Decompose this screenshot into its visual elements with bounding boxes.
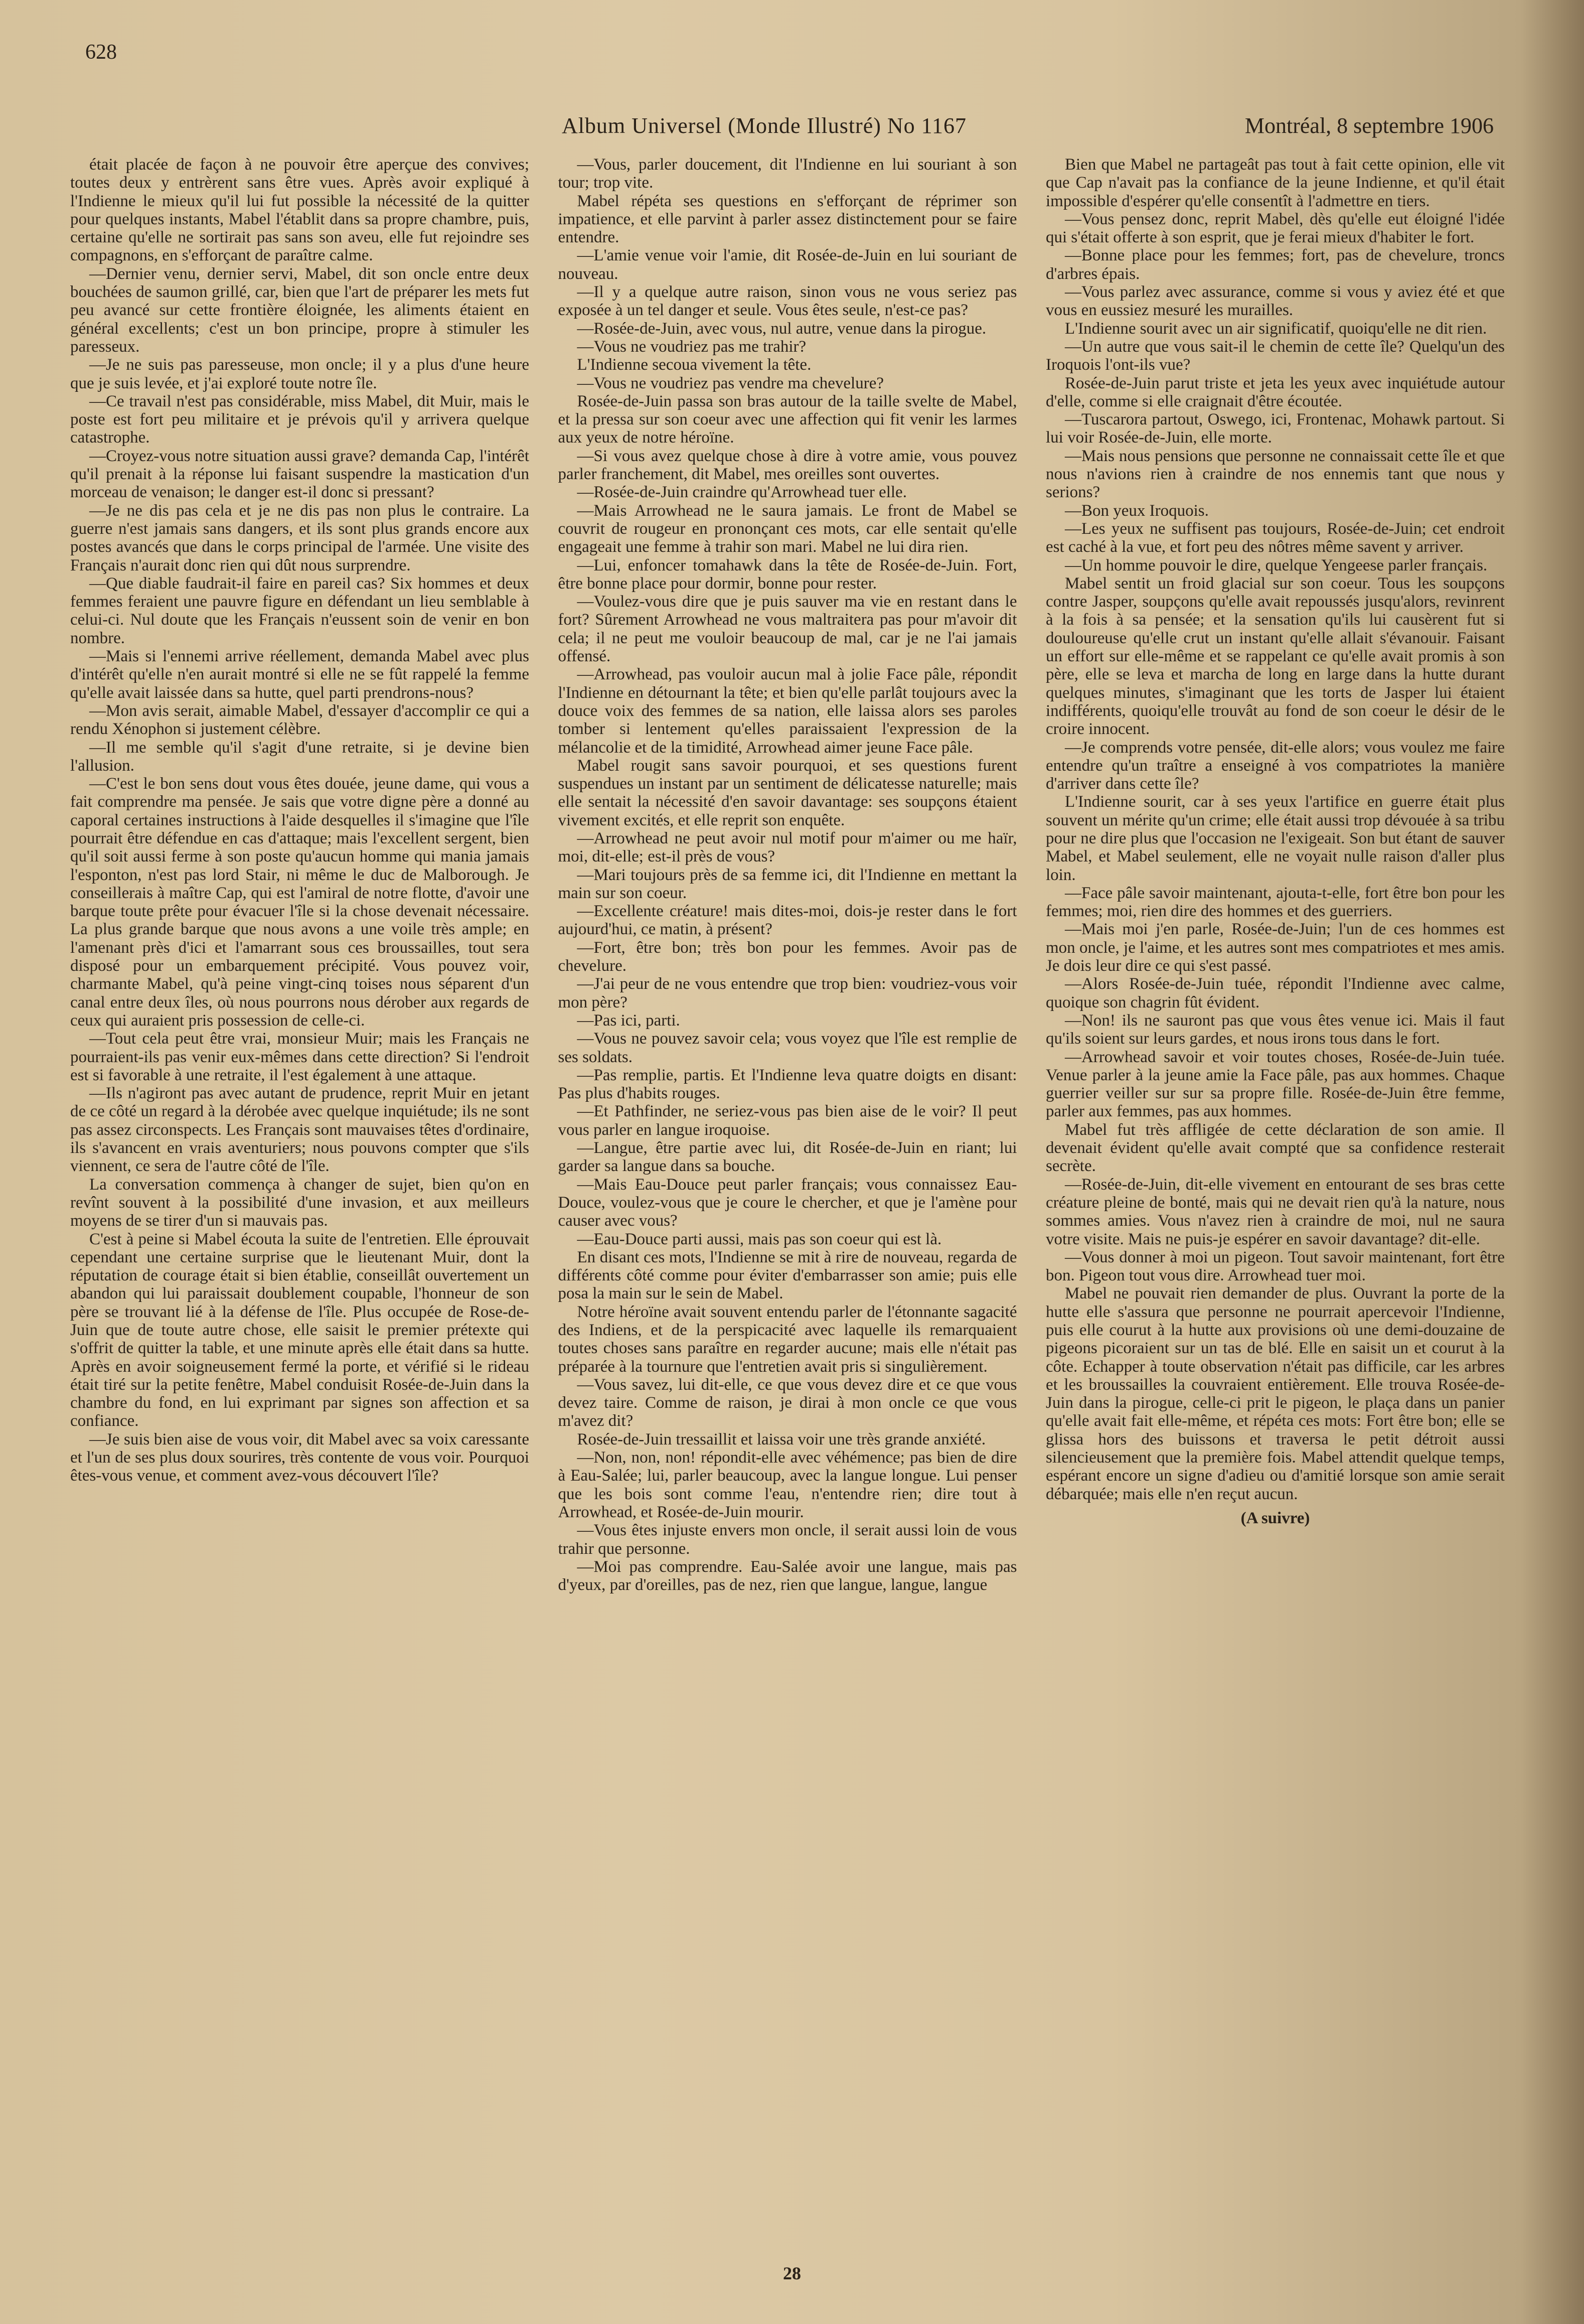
- paragraph: Rosée-de-Juin parut triste et jeta les yeux avec inquiétude autour d'elle, comme si elle craignait d'être écoutée.: [1046, 374, 1505, 410]
- paragraph: Rosée-de-Juin passa son bras autour de la taille svelte de Mabel, et la pressa sur son coeur avec une affection qui fit venir les larmes aux yeux de notre héroïne.: [558, 392, 1017, 447]
- paragraph: était placée de façon à ne pouvoir être aperçue des convives; toutes deux y entrèrent sans être vues. Après avoir expliqué à l'Indienne le mieux qu'il lui fut possible la nécessité de la quitter pour quelques instants, Mabel l'établit dans sa propre chambre, puis, certaine qu'elle ne sortirait pas sans son aveu, elle fut rejoindre ses compagnons, en s'efforçant de paraître calme.: [70, 156, 529, 265]
- paragraph: —Alors Rosée-de-Juin tuée, répondit l'Indienne avec calme, quoique son chagrin fût évident.: [1046, 975, 1505, 1011]
- issue-date: Montréal, 8 septembre 1906: [1244, 113, 1494, 138]
- paragraph: —Et Pathfinder, ne seriez-vous pas bien aise de le voir? Il peut vous parler en langue iroquoise.: [558, 1102, 1017, 1139]
- paragraph: —C'est le bon sens dout vous êtes douée, jeune dame, qui vous a fait comprendre ma pensée. Je sais que votre digne père a donné au caporal certaines instructions à l'aide desquelles il s'imagine que l'île pourrait être défendue en cas d'attaque; mais l'excellent sergent, bien qu'il soit aussi ferme à son poste qu'aucun homme qui mania jamais l'esponton, n'est pas lord Stair, ni même le duc de Malborough. Je conseillerais à maître Cap, qui est l'amiral de notre flotte, d'avoir une barque toute prête pour évacuer l'île si la chose devenait nécessaire. La plus grande barque que nous avons a une voile très ample; en l'amenant près d'ici et l'amarrant sous ces broussailles, tout sera disposé pour un embarquement précipité. Vous pouvez voir, charmante Mabel, qu'à peine vingt-cinq toises nous séparent d'un canal entre deux îles, où nous pourrons nous dérober aux regards de ceux qui auraient pris possession de celle-ci.: [70, 775, 529, 1030]
- paragraph: —Je ne suis pas paresseuse, mon oncle; il y a plus d'une heure que je suis levée, et j'ai exploré toute notre île.: [70, 356, 529, 392]
- paragraph: —Ils n'agiront pas avec autant de prudence, reprit Muir en jetant de ce côté un regard à la dérobée avec quelque inquiétude; ils ne sont pas assez circonspects. Les Français sont mauvaises têtes d'ordinaire, ils s'avancent en vrais aventuriers; nous pouvons compter que s'ils viennent, ce sera de l'autre côté de l'île.: [70, 1084, 529, 1176]
- paragraph: —Langue, être partie avec lui, dit Rosée-de-Juin en riant; lui garder sa langue dans sa bouche.: [558, 1139, 1017, 1176]
- to-be-continued: (A suivre): [1240, 1509, 1310, 1527]
- paragraph: —Croyez-vous notre situation aussi grave? demanda Cap, l'intérêt qu'il prenait à la réponse lui faisant suspendre la mastication d'un morceau de venaison; le danger est-il donc si pressant?: [70, 447, 529, 502]
- paragraph: Bien que Mabel ne partageât pas tout à fait cette opinion, elle vit que Cap n'avait pas la confiance de la jeune Indienne, et qu'il était impossible d'espérer qu'elle consentît à l'admettre en tiers.: [1046, 156, 1505, 210]
- paragraph: —Lui, enfoncer tomahawk dans la tête de Rosée-de-Juin. Fort, être bonne place pour dormir, bonne pour rester.: [558, 556, 1017, 593]
- text-column-2: [558, 156, 1017, 2243]
- paragraph: —Non, non, non! répondit-elle avec véhémence; pas bien de dire à Eau-Salée; lui, parler beaucoup, avec la langue longue. Lui penser que les bois sont comme l'eau, n'entendre rien; dire tout à Arrowhead, et Rosée-de-Juin mourir.: [558, 1448, 1017, 1521]
- paragraph: —Mais moi j'en parle, Rosée-de-Juin; l'un de ces hommes est mon oncle, je l'aime, et les autres sont mes compatriotes et mes amis. Je dois leur dire ce qui s'est passé.: [1046, 920, 1505, 975]
- paragraph: —Pas remplie, partis. Et l'Indienne leva quatre doigts en disant: Pas plus d'habits rouges.: [558, 1066, 1017, 1103]
- paragraph: —Tout cela peut être vrai, monsieur Muir; mais les Français ne pourraient-ils pas venir eux-mêmes dans cette direction? Si l'endroit est si favorable à une retraite, il l'est également à une attaque.: [70, 1030, 529, 1084]
- paragraph: C'est à peine si Mabel écouta la suite de l'entretien. Elle éprouvait cependant une certaine surprise que le lieutenant Muir, dont la réputation de courage était si bien établie, conseillât ouvertement un abandon qui lui paraissait doublement coupable, l'honneur de son père se trouvant lié à la défense de l'île. Plus occupée de Rose-de-Juin que de toute autre chose, elle saisit le premier prétexte qui s'offrit de quitter la table, et une minute après elle était dans sa hutte. Après en avoir soigneusement fermé la porte, et vérifié si le rideau était tiré sur la petite fenêtre, Mabel conduisit Rosée-de-Juin dans la chambre du fond, en lui exprimant par signes son affection et sa confiance.: [70, 1230, 529, 1430]
- paragraph: —Mais Arrowhead ne le saura jamais. Le front de Mabel se couvrit de rougeur en prononçant ces mots, car elle sentait qu'elle engageait une femme à trahir son mari. Mabel ne lui dira rien.: [558, 501, 1017, 556]
- paragraph: —Fort, être bon; très bon pour les femmes. Avoir pas de chevelure.: [558, 938, 1017, 975]
- paragraph: —Excellente créature! mais dites-moi, dois-je rester dans le fort aujourd'hui, ce matin, à présent?: [558, 902, 1017, 939]
- paragraph: —Face pâle savoir maintenant, ajouta-t-elle, fort être bon pour les femmes; moi, rien dire des hommes et des guerriers.: [1046, 884, 1505, 921]
- paragraph: —Non! ils ne sauront pas que vous êtes venue ici. Mais il faut qu'ils soient sur leurs gardes, et nous irons tous dans le fort.: [1046, 1011, 1505, 1048]
- paragraph: —J'ai peur de ne vous entendre que trop bien: voudriez-vous voir mon père?: [558, 975, 1017, 1011]
- paragraph: —Vous pensez donc, reprit Mabel, dès qu'elle eut éloigné l'idée qui s'était offerte à son esprit, que je ferai mieux d'habiter le fort.: [1046, 210, 1505, 247]
- paragraph: —Vous parlez avec assurance, comme si vous y aviez été et que vous en eussiez mesuré les murailles.: [1046, 283, 1505, 320]
- paragraph: —Mari toujours près de sa femme ici, dit l'Indienne en mettant la main sur son coeur.: [558, 865, 1017, 902]
- paragraph: —Rosée-de-Juin, avec vous, nul autre, venue dans la pirogue.: [577, 319, 987, 338]
- paragraph: —Moi pas comprendre. Eau-Salée avoir une langue, mais pas d'yeux, par d'oreilles, pas de nez, rien que langue, langue, langue: [558, 1557, 1017, 1594]
- paragraph: Mabel sentit un froid glacial sur son coeur. Tous les soupçons contre Jasper, soupçons qu'elle avait repoussés jusqu'alors, revinrent à la fois à sa pensée; et la sensation qu'ils lui causèrent fut si douloureuse qu'elle crut un instant qu'elle allait s'évanouir. Faisant un effort sur elle-même et se rappelant ce qu'elle avait promis à son père, elle se leva et marcha de long en large dans la hutte durant quelques minutes, s'imaginant que les torts de Jasper lui étaient indifférents, quoiqu'elle trouvât au fond de son coeur le désir de le croire innocent.: [1046, 574, 1505, 739]
- paragraph: —Vous ne voudriez pas vendre ma chevelure?: [577, 374, 884, 392]
- paragraph: —Pas ici, parti.: [577, 1011, 680, 1030]
- paragraph: L'Indienne sourit avec un air significatif, quoiqu'elle ne dit rien.: [1065, 319, 1487, 338]
- folio-number: 28: [783, 2263, 801, 2283]
- paragraph: —Arrowhead savoir et voir toutes choses, Rosée-de-Juin tuée. Venue parler à la jeune amie la Face pâle, pas aux hommes. Chaque guerrier veiller sur sur sa propre fille. Rosée-de-Juin être femme, parler aux femmes, pas aux hommes.: [1046, 1048, 1505, 1121]
- paragraph: Mabel ne pouvait rien demander de plus. Ouvrant la porte de la hutte elle s'assura que personne ne pourrait apercevoir l'Indienne, puis elle courut à la hutte aux provisions où une demi-douzaine de pigeons picoraient sur un tas de blé. Elle en saisit un et courut à la côte. Echapper à toute observation n'était pas difficile, car les arbres et les broussailles la couvraient entièrement. Elle trouva Rosée-de-Juin dans la pirogue, celle-ci prit le pigeon, le plaça dans un panier qu'elle avait fait elle-même, et répéta ces mots: Fort être bon; elle se glissa hors des buissons et traversa le petit détroit aussi silencieusement que la première fois. Mabel attendit quelque temps, espérant encore un signe d'adieu ou d'amitié lorsque son amie serait débarquée; mais elle n'en reçut aucun.: [1046, 1284, 1505, 1503]
- paragraph: —Mon avis serait, aimable Mabel, d'essayer d'accomplir ce qui a rendu Xénophon si justement célèbre.: [70, 701, 529, 739]
- paragraph: —Vous ne voudriez pas me trahir?: [577, 337, 807, 356]
- paragraph: —Un autre que vous sait-il le chemin de cette île? Quelqu'un des Iroquois l'ont-ils vue?: [1046, 337, 1505, 374]
- paragraph: Rosée-de-Juin tressaillit et laissa voir une très grande anxiété.: [577, 1430, 986, 1448]
- paragraph: —Arrowhead, pas vouloir aucun mal à jolie Face pâle, répondit l'Indienne en détournant la tête; et bien qu'elle parlât toujours avec la douce voix des femmes de sa nation, elle laissa alors ses paroles tomber si lentement qu'elles paraissaient l'expression de la mélancolie et de la timidité, Arrowhead aimer jeune Face pâle.: [558, 665, 1017, 757]
- paragraph: L'Indienne secoua vivement la tête.: [577, 356, 812, 374]
- text-column-3-body: [1046, 156, 1505, 1503]
- paragraph: Mabel répéta ses questions en s'efforçant de réprimer son impatience, et elle parvint à parler assez distinctement pour se faire entendre.: [558, 192, 1017, 247]
- paragraph: —Les yeux ne suffisent pas toujours, Rosée-de-Juin; cet endroit est caché à la vue, et fort peu des nôtres même savent y arriver.: [1046, 519, 1505, 556]
- paragraph: —L'amie venue voir l'amie, dit Rosée-de-Juin en lui souriant de nouveau.: [558, 246, 1017, 283]
- paragraph: —Un homme pouvoir le dire, quelque Yengeese parler français.: [1065, 556, 1488, 574]
- page-header: [80, 113, 1494, 148]
- paragraph: —Vous êtes injuste envers mon oncle, il serait aussi loin de vous trahir que personne.: [558, 1521, 1017, 1558]
- paragraph: —Je suis bien aise de vous voir, dit Mabel avec sa voix caressante et l'un de ses plus doux sourires, très contente de vous voir. Pourquoi êtes-vous venue, et comment avez-vous découvert l'île?: [70, 1430, 529, 1485]
- paragraph: —Je ne dis pas cela et je ne dis pas non plus le contraire. La guerre n'est jamais sans dangers, et ils sont plus grands encore aux postes avancés que dans le corps principal de l'armée. Une visite des Français n'aurait donc rien qui dût nous surprendre.: [70, 501, 529, 574]
- article-columns: [70, 156, 1505, 2243]
- page-number: 628: [85, 41, 117, 64]
- text-column-1: [70, 156, 529, 2243]
- paragraph: L'Indienne sourit, car à ses yeux l'artifice en guerre était plus souvent un mérite qu'un crime; elle était aussi trop dévouée à sa tribu pour ne dire plus que l'occasion ne l'exigeait. Son but étant de sauver Mabel, et Mabel seulement, elle ne voyait nulle raison d'aller plus loin.: [1046, 793, 1505, 884]
- paragraph: —Bonne place pour les femmes; fort, pas de chevelure, troncs d'arbres épais.: [1046, 246, 1505, 283]
- paragraph: —Rosée-de-Juin craindre qu'Arrowhead tuer elle.: [577, 483, 907, 502]
- paragraph: —Tuscarora partout, Oswego, ici, Frontenac, Mohawk partout. Si lui voir Rosée-de-Juin, elle morte.: [1046, 410, 1505, 447]
- paragraph: —Eau-Douce parti aussi, mais pas son coeur qui est là.: [577, 1230, 942, 1248]
- paragraph: —Voulez-vous dire que je puis sauver ma vie en restant dans le fort? Sûrement Arrowhead ne vous maltraitera pas pour m'avoir dit cela; il ne peut me vouloir beaucoup de mal, car je ne l'ai jamais offensé.: [558, 593, 1017, 666]
- paragraph: —Si vous avez quelque chose à dire à votre amie, vous pouvez parler franchement, dit Mabel, mes oreilles sont ouvertes.: [558, 447, 1017, 484]
- paragraph: —Ce travail n'est pas considérable, miss Mabel, dit Muir, mais le poste est fort peu militaire et je prévois qu'il y arrivera quelque catastrophe.: [70, 392, 529, 447]
- paragraph: —Mais Eau-Douce peut parler français; vous connaissez Eau-Douce, voulez-vous que je coure le chercher, et que je l'amène pour causer avec vous?: [558, 1175, 1017, 1230]
- paragraph: —Il y a quelque autre raison, sinon vous ne vous seriez pas exposée à un tel danger et seule. Vous êtes seule, n'est-ce pas?: [558, 283, 1017, 320]
- publication-title: Album Universel (Monde Illustré) No 1167: [562, 113, 967, 138]
- paragraph: —Je comprends votre pensée, dit-elle alors; vous voulez me faire entendre qu'un traître a enseigné à vos compatriotes la manière d'arriver dans cette île?: [1046, 738, 1505, 793]
- paragraph: La conversation commença à changer de sujet, bien qu'on en revînt souvent à la possibilité d'une invasion, et aux meilleurs moyens de se tirer d'un si mauvais pas.: [70, 1175, 529, 1230]
- paragraph: —Mais si l'ennemi arrive réellement, demanda Mabel avec plus d'intérêt qu'elle n'en aurait montré si elle ne se fût rappelé la femme qu'elle avait laissée dans sa hutte, quel parti prendrons-nous?: [70, 647, 529, 702]
- paragraph: —Que diable faudrait-il faire en pareil cas? Six hommes et deux femmes feraient une pauvre figure en défendant un lieu semblable à celui-ci. Nul doute que les Français n'eussent soin de venir en bon nombre.: [70, 574, 529, 647]
- paragraph: Notre héroïne avait souvent entendu parler de l'étonnante sagacité des Indiens, et de la perspicacité avec laquelle ils remarquaient toutes choses sans paraître en regarder aucune; mais elle n'était pas préparée à la tournure que l'entretien avait pris si singulièrement.: [558, 1302, 1017, 1376]
- paragraph: —Rosée-de-Juin, dit-elle vivement en entourant de ses bras cette créature pleine de bonté, mais qui ne devait rien qu'à la nature, nous sommes amies. Vous n'avez rien à craindre de moi, nul ne saura votre visite. Mais ne puis-je espérer en savoir davantage? dit-elle.: [1046, 1175, 1505, 1248]
- paragraph: —Bon yeux Iroquois.: [1065, 501, 1209, 520]
- paragraph: En disant ces mots, l'Indienne se mit à rire de nouveau, regarda de différents côté comme pour éviter d'embarrasser son amie; puis elle posa la main sur le sein de Mabel.: [558, 1248, 1017, 1303]
- paragraph: —Vous ne pouvez savoir cela; vous voyez que l'île est remplie de ses soldats.: [558, 1030, 1017, 1066]
- paragraph: —Dernier venu, dernier servi, Mabel, dit son oncle entre deux bouchées de saumon grillé, car, bien que l'art de préparer les mets fut peu avancé sur cette frontière éloignée, les aliments étaient en général excellents; c'est un bon principe, propre à stimuler les paresseux.: [70, 264, 529, 356]
- paragraph: —Vous donner à moi un pigeon. Tout savoir maintenant, fort être bon. Pigeon tout vous dire. Arrowhead tuer moi.: [1046, 1248, 1505, 1285]
- text-column-3: [1046, 156, 1505, 2243]
- paragraph: —Arrowhead ne peut avoir nul motif pour m'aimer ou me haïr, moi, dit-elle; est-il près de vous?: [558, 829, 1017, 866]
- paragraph: —Il me semble qu'il s'agit d'une retraite, si je devine bien l'allusion.: [70, 738, 529, 775]
- paragraph: Mabel fut très affligée de cette déclaration de son amie. Il devenait évident qu'elle avait compté que sa confidence resterait secrète.: [1046, 1120, 1505, 1176]
- paragraph: —Vous, parler doucement, dit l'Indienne en lui souriant à son tour; trop vite.: [558, 156, 1017, 192]
- paragraph: —Vous savez, lui dit-elle, ce que vous devez dire et ce que vous devez taire. Comme de raison, je dirai à mon oncle ce que vous m'avez dit?: [558, 1375, 1017, 1430]
- paragraph: —Mais nous pensions que personne ne connaissait cette île et que nous n'avions rien à craindre de nos ennemis tant que nous y serions?: [1046, 447, 1505, 502]
- paragraph: Mabel rougit sans savoir pourquoi, et ses questions furent suspendues un instant par un sentiment de délicatesse naturelle; mais elle sentait la nécessité d'en savoir davantage: ses soupçons étaient vivement excités, et elle reprit son enquête.: [558, 756, 1017, 829]
